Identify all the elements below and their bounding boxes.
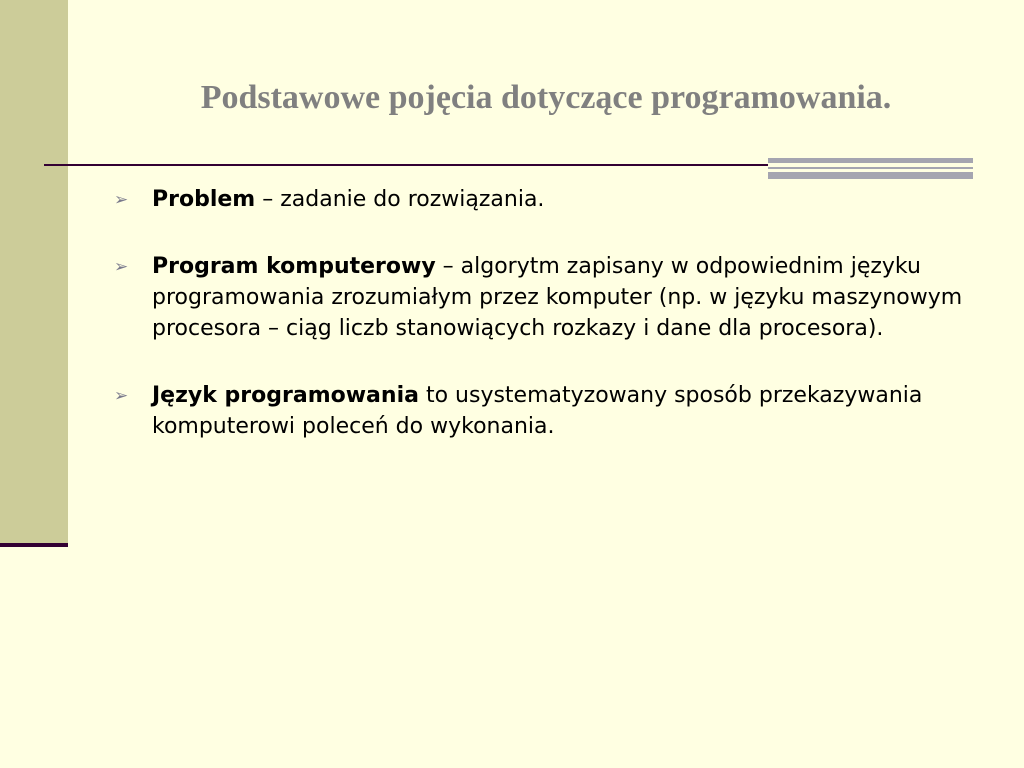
bullet-item-problem <box>110 184 980 215</box>
bullet-item-language <box>110 380 980 442</box>
slide-title: Podstawowe pojęcia dotyczące programowania. <box>200 79 892 116</box>
bullet-term: Program komputerowy <box>152 254 436 279</box>
arrow-bullet-icon: ➢ <box>114 386 129 406</box>
title-accent-stripes <box>768 158 973 179</box>
arrow-bullet-icon: ➢ <box>114 257 129 277</box>
bullet-text: – algorytm zapisany w odpowiednim języku programowania zrozumiałym przez komputer (np. w języku maszynowym procesora – ciąg liczb stanowiących rozkazy i dane dla procesora). <box>152 254 963 341</box>
accent-stripe <box>768 172 973 179</box>
accent-stripe <box>768 158 973 163</box>
bullet-term: Problem <box>152 187 256 212</box>
accent-stripe <box>768 167 973 169</box>
bullet-text: – zadanie do rozwiązania. <box>255 187 545 212</box>
bullet-item-program <box>110 251 980 344</box>
bullet-list <box>110 184 980 478</box>
arrow-bullet-icon: ➢ <box>114 190 129 210</box>
left-bar-underline <box>0 543 68 547</box>
left-decorative-bar <box>0 0 68 545</box>
bullet-text: to usystematyzowany sposób przekazywania komputerowi poleceń do wykonania. <box>152 383 923 439</box>
bullet-term: Język programowania <box>152 383 419 408</box>
